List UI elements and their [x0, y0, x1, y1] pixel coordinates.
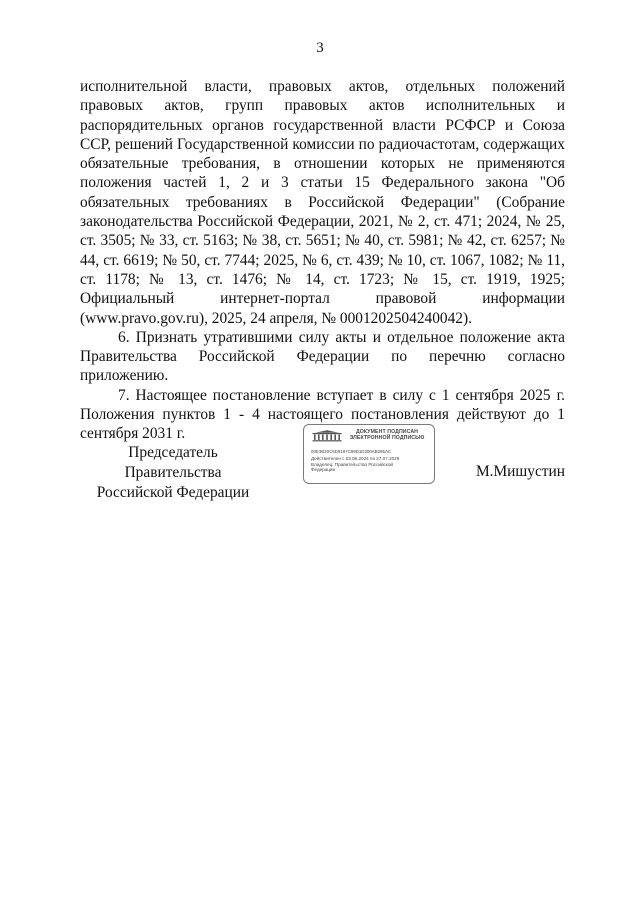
government-emblem-icon [312, 430, 342, 442]
stamp-owner-line1: Владелец: Правительство Российской [311, 462, 393, 467]
paragraph-continuation: исполнительной власти, правовых актов, отдельных положений правовых актов, групп правовых актов исполнительных и распорядительных органов государственной власти РСФСР и Союза ССР, решений Государственной комиссии по радиочастотам, содержащих обязательные требования, в отношении которых не применяются положения частей 1, 2 и 3 статьи 15 Федерального закона "Об обязательных требованиях в Российской Федерации" (Собрание законодательства Российской Федерации, 2021, № 2, ст. 471; 2024, № 25, ст. 3505; № 33, ст. 5163; № 38, ст. 5651; № 40, ст. 5981; № 42, ст. 6257; № 44, ст. 6619; № 50, ст. 7744; 2025, № 6, ст. 439; № 10, ст. 1067, 1082; № 11, ст. 1178; № 13, ст. 1476; № 14, ст. 1723; № 15, ст. 1919, 1925; Официальный интернет-портал правовой информации (www.pravo.gov.ru), 2025, 24 апреля, № 0001202504240042). [80, 78, 565, 327]
stamp-owner-line2: Федерации [311, 467, 336, 473]
signatory-position-line1: Председатель Правительства [124, 444, 222, 481]
stamp-certificate-number: 00E3B30C6D9197C99D1D200AB285AC [311, 449, 392, 454]
signatory-position-line2: Российской Федерации [96, 484, 250, 501]
electronic-signature-stamp [303, 424, 435, 484]
page-number: 3 [316, 40, 324, 56]
stamp-owner [311, 462, 429, 473]
signatory-position [78, 443, 268, 503]
paragraph-item-7: 7. Настоящее постановление вступает в силу с 1 сентября 2025 г. Положения пунктов 1 - 4 настоящего постановления действуют до 1 сентября 2031 г. [80, 386, 565, 443]
signatory-name: М.Мишустин [475, 463, 565, 480]
document-body [80, 77, 565, 444]
stamp-title-line2: ЭЛЕКТРОННОЙ ПОДПИСЬЮ [349, 435, 425, 442]
stamp-title-line1: ДОКУМЕНТ ПОДПИСАН [355, 429, 419, 435]
stamp-title [342, 429, 432, 442]
stamp-validity: Действителен с 03.06.2024 по 27.07.2025 [311, 456, 400, 461]
paragraph-item-6: 6. Признать утратившими силу акты и отдельное положение акта Правительства Российской Федерации по перечню согласно приложению. [80, 328, 565, 385]
